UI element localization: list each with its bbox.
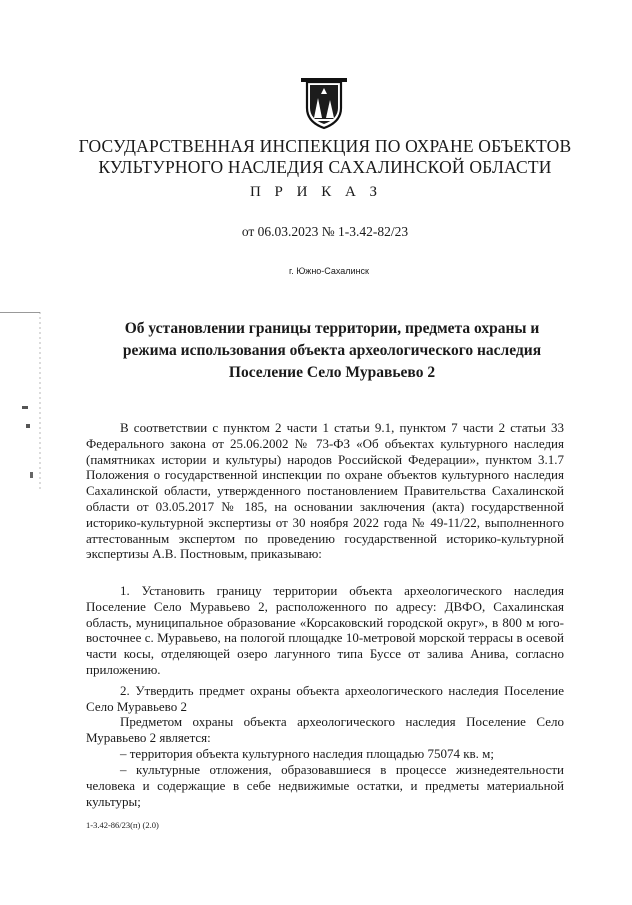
document-number: от 06.03.2023 № 1-3.42-82/23 (241, 224, 409, 239)
order-item-2: 2. Утвердить предмет охраны объекта археологического наследия Поселение Село Муравьево 2 (86, 683, 564, 714)
preamble-paragraph: В соответствии с пунктом 2 части 1 статьи 9.1, пунктом 7 части 2 статьи 33 Федерального закона от 25.06.2002 № 73-ФЗ «Об объектах культурного наследия (памятниках истории и культуры) народов Российской Федерации», пунктом 3.1.7 Положения о государственной инспекции по охране объектов культурного наследия Сахалинской области, утвержденного постановлением Правительства Сахалинской области от 03.05.2017 № 185, на основании заключения (акта) государственной историко-культурной экспертизы от 30 ноября 2022 года № 49-11/22, выполненного аттестованным экспертом по проведению государственной историко-культурной экспертизы А.В. Постновым, приказываю: (86, 420, 564, 562)
title-line2: режима использования объекта археологического наследия (122, 342, 542, 359)
coat-of-arms-icon (301, 78, 347, 130)
document-title (100, 318, 564, 384)
document-type: П Р И К А З (249, 184, 383, 200)
scan-margin-mark (0, 312, 42, 492)
title-line3: Поселение Село Муравьево 2 (228, 364, 436, 381)
protection-item-deposits: – культурные отложения, образовавшиеся в процессе жизнедеятельности человека и содержащие в себе недвижимые остатки, и предметы материальной культуры; (86, 762, 564, 809)
organization-name-line2: КУЛЬТУРНОГО НАСЛЕДИЯ САХАЛИНСКОЙ ОБЛАСТИ (98, 157, 552, 177)
organization-name-line1: ГОСУДАРСТВЕННАЯ ИНСПЕКЦИЯ ПО ОХРАНЕ ОБЪЕКТОВ (78, 136, 572, 156)
protection-item-territory: – территория объекта культурного наследия площадью 75074 кв. м; (120, 746, 495, 761)
title-line1: Об установлении границы территории, предмета охраны и (124, 320, 540, 337)
protection-subject-paragraph: Предметом охраны объекта археологического наследия Поселение Село Муравьево 2 является: (86, 714, 564, 745)
document-city: г. Южно-Сахалинск (289, 266, 369, 276)
order-item-1: 1. Установить границу территории объекта археологического наследия Поселение Село Муравьево 2, расположенного по адресу: ДВФО, Сахалинская область, муниципальное образование «Корсаковский городской округ», в 800 м юго-восточнее с. Муравьево, на пологой площадке 10-метровой морской террасы в осевой части косы, отделяющей озеро лагунного типа Буссе от залива Анива, согласно приложению. (86, 583, 564, 677)
footer-code: 1-3.42-86/23(п) (2.0) (86, 820, 159, 830)
